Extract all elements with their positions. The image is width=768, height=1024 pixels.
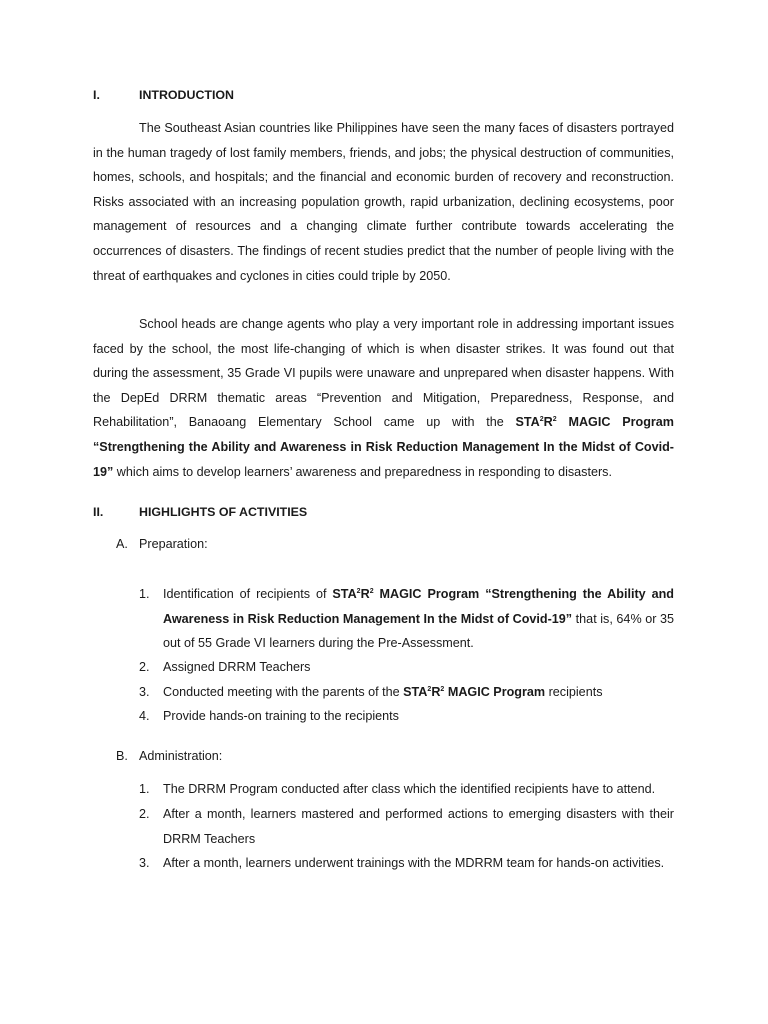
subsection-preparation	[116, 537, 208, 551]
subsection-letter: B.	[116, 749, 128, 763]
program-name: $STA^2R^2$ MAGIC Program “Strengthening the Ability and Awareness in Risk Reduction Management In the Midst of Covid-19”	[163, 587, 674, 626]
intro-paragraph-1-text: The Southeast Asian countries like Philippines have seen the many faces of disasters portrayed in the human tragedy of lost family members, friends, and jobs; the physical destruction of communities, homes, schools, and hospitals; and the financial and economic burden of recovery and reconstruction. Risks associated with an increasing population growth, rapid urbanization, declining ecosystems, poor management of resources and a changing climate further contribute towards accelerating the occurrences of disasters. The findings of recent studies predict that the number of people living with the threat of earthquakes and cyclones in cities could triple by 2050.	[93, 121, 674, 283]
section-heading-highlights	[93, 505, 307, 519]
intro-paragraph-2-text: School heads are change agents who play a very important role in addressing important issues faced by the school, the most life-changing of which is when disaster strikes. It was found out that during the assessment, 35 Grade VI pupils were unaware and unprepared when disaster happens. With the DepEd DRRM thematic areas “Prevention and Mitigation, Preparedness, Response, and Rehabilitation”, Banaoang Elementary School came up with the	[93, 317, 674, 430]
subsection-letter: A.	[116, 537, 128, 551]
list-item: 3. Conducted meeting with the parents of the $STA^2R^2$ MAGIC Program recipients	[139, 685, 603, 699]
list-item: 2. Assigned DRRM Teachers	[139, 660, 311, 674]
list-item: 2. After a month, learners mastered and performed actions to emerging disasters with their DRRM Teachers	[139, 807, 674, 846]
section-title: HIGHLIGHTS OF ACTIVITIES	[139, 505, 308, 519]
section-heading-introduction	[93, 88, 234, 102]
subsection-title: Preparation:	[139, 537, 208, 551]
subsection-administration	[116, 749, 222, 763]
list-item: 1. Identification of recipients of $STA^2R^2$ MAGIC Program “Strengthening the Ability and Awareness in Risk Reduction Management In the Midst of Covid-19” that is, 64% or 35 out of 55 Grade VI learners during the Pre-Assessment.	[139, 587, 674, 651]
section-title: INTRODUCTION	[139, 88, 234, 102]
intro-paragraph-1	[93, 116, 674, 288]
intro-paragraph-2	[93, 312, 674, 484]
program-name: $STA^2R^2$ MAGIC Program “Strengthening the Ability and Awareness in Risk Reduction Management In the Midst of Covid-19”	[93, 415, 674, 479]
subsection-title: Administration:	[139, 749, 223, 763]
intro-paragraph-2-tail: which aims to develop learners’ awareness and preparedness in responding to disasters.	[113, 464, 612, 479]
section-number: I.	[93, 88, 100, 102]
program-name: $STA^2R^2$ MAGIC Program	[403, 685, 546, 699]
section-number: II.	[93, 505, 104, 519]
list-item: 1. The DRRM Program conducted after class which the identified recipients have to attend.	[139, 782, 656, 796]
list-item: 3. After a month, learners underwent trainings with the MDRRM team for hands-on activities.	[139, 856, 665, 870]
list-item: 4. Provide hands-on training to the recipients	[139, 709, 399, 723]
